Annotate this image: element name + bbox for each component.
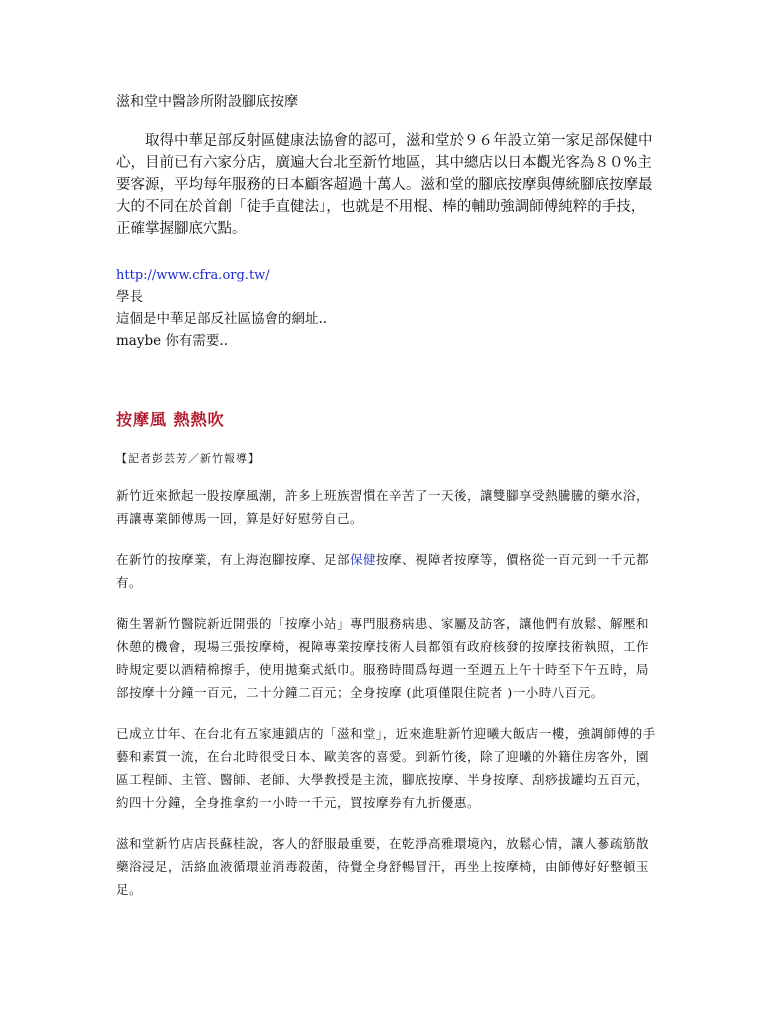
spacer [116, 240, 656, 266]
paragraph-2-end: 按摩、視障者按摩等，價格從一百元到一千元都有。 [116, 552, 650, 590]
paragraph-2-start: 在新竹的按摩業，有上海泡腳按摩、足部 [116, 552, 351, 567]
document-page [116, 92, 656, 919]
article-paragraph-4: 已成立廿年、在台北有五家連鎖店的「滋和堂」，近來進駐新竹迎曦大飯店一樓，強調師傅的手藝和素質一流，在台北時很受日本、歐美客的喜愛。到新竹後，除了迎曦的外籍住房客外，園區工程師、主管、醫師、老師、大學教授是主流，腳底按摩、半身按摩、刮痧拔罐均五百元，約四十分鐘，全身推拿約一小時一千元，買按摩券有九折優惠。 [116, 726, 656, 810]
article-title: 按摩風 熱熱吹 [116, 410, 225, 429]
intro-paragraph: 取得中華足部反射區健康法協會的認可，滋和堂於９６年設立第一家足部保健中心，目前已有六家分店，廣遍大台北至新竹地區，其中總店以日本觀光客為８０%主要客源，平均每年服務的日本顧客超過十萬人。滋和堂的腳底按摩與傳統腳底按摩最大的不同在於首創「徒手直健法」，也就是不用棍、棒的輔助強調師傅純粹的手技，正確掌握腳底穴點。 [116, 133, 653, 237]
section-heading: 滋和堂中醫診所附設腳底按摩 [116, 94, 298, 110]
note-line-2: 這個是中華足部反社區協會的網址.. [116, 311, 328, 327]
cfra-link[interactable]: http://www.cfra.org.tw/ [116, 268, 270, 283]
article-paragraph-3: 衛生署新竹醫院新近開張的「按摩小站」專門服務病患、家屬及訪客，讓他們有放鬆、解壓和休憩的機會，現場三張按摩椅，視障專業按摩技術人員都領有政府核發的按摩技術執照，工作時規定要以酒精棉擦手，使用拋棄式紙巾。服務時間爲每週一至週五上午十時至下午五時，局部按摩十分鐘一百元，二十分鐘二百元；全身按摩 (此項僅限住院者 )一小時八百元。 [116, 616, 650, 700]
spacer [116, 432, 656, 450]
article-paragraph-1: 新竹近來掀起一股按摩風潮，許多上班族習慣在辛苦了一天後，讓雙腳享受熱騰騰的藥水浴，再讓專業師傅馬一回，算是好好慰勞自己。 [116, 488, 650, 526]
article-paragraph-5: 滋和堂新竹店店長蘇桂說，客人的舒服最重要，在乾淨高雅環境內，放鬆心情，讓人蔘疏筋散藥浴浸足，活絡血液循環並消毒殺菌，待覺全身舒暢冒汗，再坐上按摩椅，由師傅好好整頓玉足。 [116, 836, 650, 897]
article-byline: 【記者彭芸芳／新竹報導】 [116, 452, 260, 465]
note-line-3: maybe 你有需要.. [116, 333, 228, 349]
spacer [116, 468, 656, 484]
keyword-link[interactable]: 保健 [350, 552, 377, 567]
article-paragraph-2 [116, 548, 656, 594]
note-line-1: 學長 [116, 289, 143, 305]
spacer [116, 352, 656, 408]
